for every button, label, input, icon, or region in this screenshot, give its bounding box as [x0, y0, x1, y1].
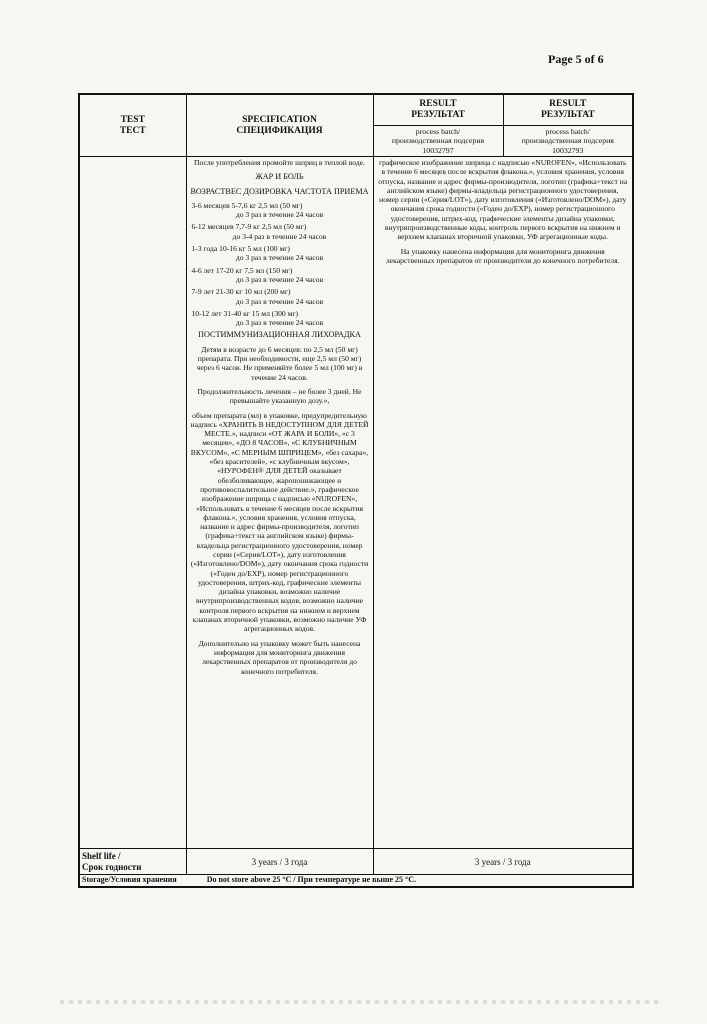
spec-paragraph: Продолжительность лечения – не более 3 дней. Не превышайте указанную дозу.»,: [197, 386, 362, 406]
spec-paragraph: Детям в возрасте до 6 месяцев: по 2,5 мл (50 мг) препарата. При необходимости, еще 2,5 мл (50 мг) через 6 часов. Не применяйте более 5 мл (100 мг) в течение 24 часов.: [196, 344, 363, 382]
scan-noise: [60, 1000, 660, 1004]
storage-value: Do not store above 25 °C / При температуре не выше 25 °C.: [206, 875, 416, 884]
storage-label: Storage/Условия хранения: [82, 875, 177, 884]
spec-paragraph: Дополнительно на упаковку может быть нанесена информация для мониторинга движения лекарственных препаратов от производителя до конечного потребителя.: [198, 638, 361, 676]
batch-2: process batch/ производственная подсерия 10032793: [503, 125, 633, 157]
storage-row: [79, 875, 633, 887]
dose-row: 1-3 года 10-16 кг 5 мл (100 мг) до 3 раз в течение 24 часов: [191, 244, 324, 263]
spec-heading-post-immunization: ПОСТИММУНИЗАЦИОННАЯ ЛИХОРАДКА: [198, 330, 361, 340]
dose-row: 6-12 месяцев 7,7-9 кг 2,5 мл (50 мг) до 3-4 раз в течение 24 часов: [191, 222, 327, 241]
dose-row: 10-12 лет 31-40 кг 15 мл (300 мг) до 3 раз в течение 24 часов: [191, 308, 324, 328]
header-result-1: RESULT РЕЗУЛЬТАТ: [373, 94, 503, 125]
page-number: Page 5 of 6: [548, 52, 604, 66]
dose-row: 4-6 лет 17-20 кг 7,5 мл (150 мг) до 3 раз в течение 24 часов: [191, 265, 324, 284]
result-text: [373, 157, 633, 849]
dose-row: 7-9 лет 21-30 кг 10 мл (200 мг) до 3 раз в течение 24 часов: [191, 287, 324, 306]
header-test: TEST ТЕСТ: [79, 94, 186, 157]
batch-1: process batch/ производственная подсерия 10032797: [373, 125, 503, 157]
spec-heading-fever-pain: ЖАР И БОЛЬ: [255, 172, 304, 182]
spec-paragraph: объем препарата (мл) в упаковке, предупредительную надпись «ХРАНИТЬ В НЕДОСТУПНОМ ДЛЯ ДЕТЕЙ МЕСТЕ.», надписи «ОТ ЖАРА И БОЛИ», «с 3 месяцев», «ДО 8 ЧАСОВ», «С КЛУБНИЧНЫМ ВКУСОМ», «С МЕРНЫМ ШПРИЦЕМ», «без сахара», «без красителей», «с клубничным вкусом», «НУРОФЕН® ДЛЯ ДЕТЕЙ оказывает обезболивающее, жаропонижающее и противовоспалительное действие.», графическое изображение шприца с надписью «NUROFEN», «Использовать в течение 6 месяцев после вскрытия флакона.», условия хранения, условия отпуска, название и адрес фирмы-производителя, логотип (графика+текст на английском языке) фирмы-владельца регистрационного удостоверения, номер серии («Серия/LOT»), дату изготовления («Изготовлено/DOM»), дату окончания срока годности («Годен до/EXP), номер регистрационного удостоверения, штрих-код, графические элементы дизайна упаковки, возможно наличие внутрипроизводственных кодов, возможно наличие контроля первого вскрытия на нижнем и верхнем клапанах вторичной упаковки, возможно наличие УФ агрегационных кодов.: [190, 410, 369, 634]
shelf-life-spec: 3 years / 3 года: [186, 849, 373, 875]
spec-heading-dosage: ВОЗРАСТВЕС ДОЗИРОВКА ЧАСТОТА ПРИЕМА: [190, 186, 369, 196]
specification-table: [78, 93, 634, 888]
shelf-life-label: Shelf life / Срок годности: [79, 849, 186, 875]
spec-intro: После употребления промойте шприц в теплой воде.: [194, 158, 365, 167]
header-result-2: RESULT РЕЗУЛЬТАТ: [503, 94, 633, 125]
dose-table: [190, 201, 370, 328]
specification-text: [186, 157, 373, 849]
test-cell-empty: [79, 157, 186, 849]
dose-row: 3-6 месяцев 5-7,6 кг 2,5 мл (50 мг) до 3 раз в течение 24 часов: [191, 200, 324, 220]
result-paragraph: На упаковку нанесена информация для мониторинга движения лекарственных препаратов от производителя до конечного потребителя.: [386, 246, 620, 265]
result-paragraph: графическое изображение шприца с надписью «NUROFEN», «Использовать в течение 6 месяцев после вскрытия флакона.», условия хранения, условия отпуска, название и адрес фирмы-производителя, логотип (графика+текст на английском языке) фирмы-владельца регистрационного удостоверения, номер серии («Серия/LOT»), дату изготовления («Изготовлено/DOM»), дату окончания срока годности («Годен до/EXP), номер регистрационного удостоверения, штрих-код, графические элементы дизайна упаковки, внутрипроизводственные коды, контроль первого вскрытия на нижнем и верхнем клапанах вторичной упаковки, УФ агрегационные коды.: [378, 158, 628, 242]
shelf-life-result: 3 years / 3 года: [373, 849, 633, 875]
header-specification: SPECIFICATION СПЕЦИФИКАЦИЯ: [186, 94, 373, 157]
